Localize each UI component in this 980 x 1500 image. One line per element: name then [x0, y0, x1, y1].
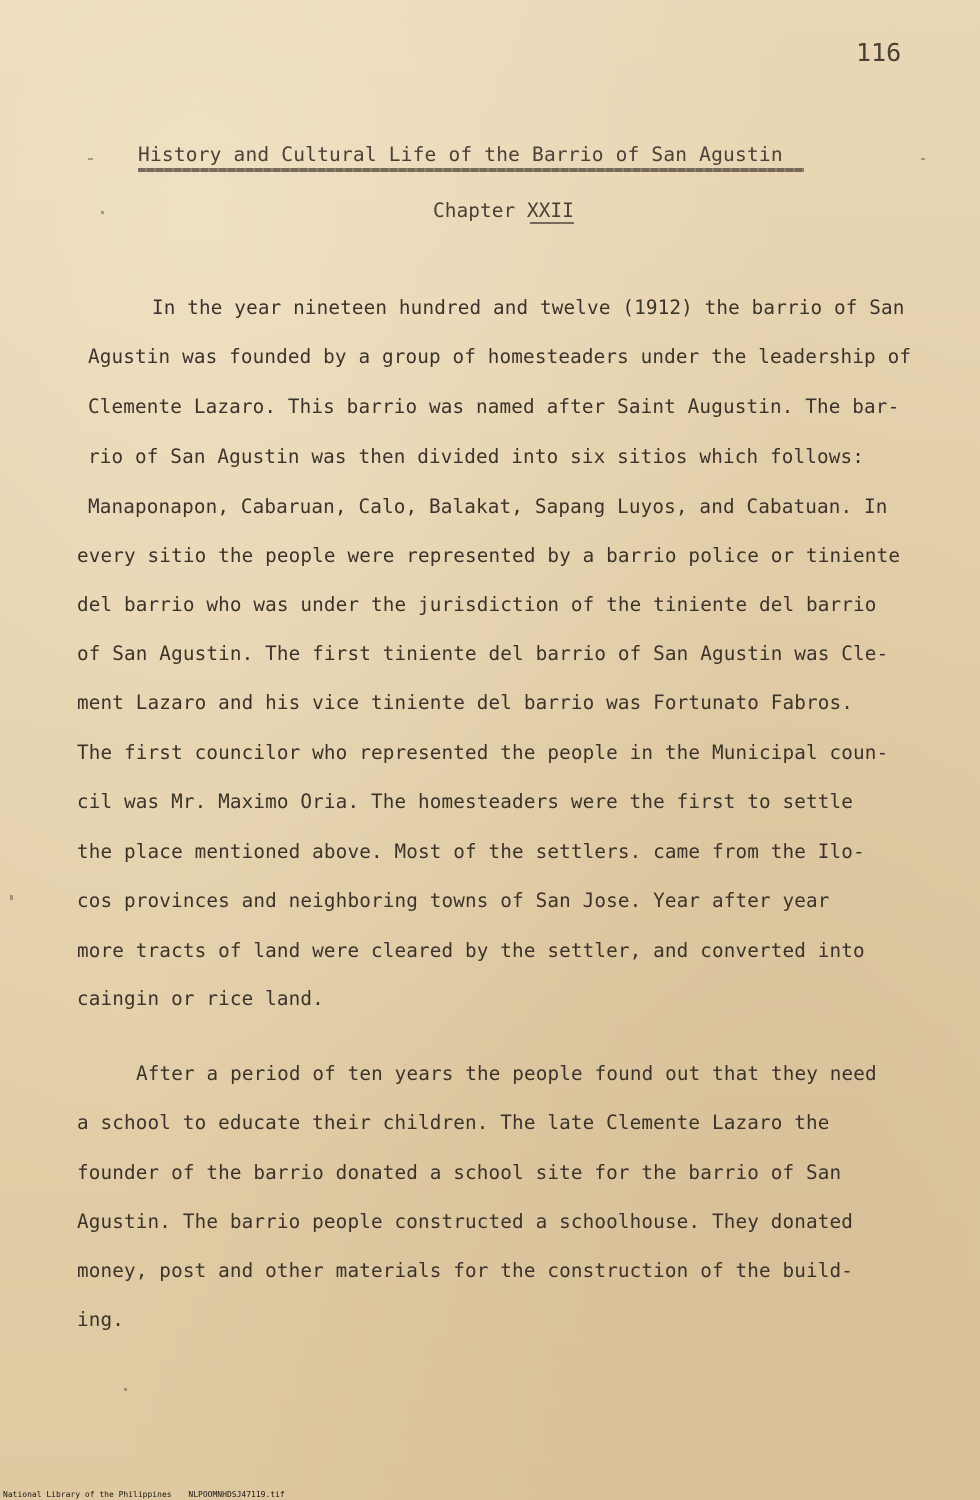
text-line: Agustin. The barrio people constructed a schoolhouse. They donated [77, 1210, 854, 1233]
text-line: The first councilor who represented the people in the Municipal coun- [77, 741, 889, 764]
text-line: caingin or rice land. [77, 987, 324, 1010]
margin-mark [88, 158, 93, 160]
text-line: In the year nineteen hundred and twelve (1912) the barrio of San [152, 296, 905, 319]
text-line: more tracts of land were cleared by the settler, and converted into [77, 939, 865, 962]
text-line: cos provinces and neighboring towns of San Jose. Year after year [77, 889, 830, 912]
text-line: Manaponapon, Cabaruan, Calo, Balakat, Sapang Luyos, and Cabatuan. In [88, 495, 888, 518]
text-line: the place mentioned above. Most of the settlers. came from the Ilo- [77, 840, 865, 863]
margin-mark [10, 895, 13, 900]
text-line: After a period of ten years the people found out that they need [136, 1062, 877, 1085]
text-line: money, post and other materials for the construction of the build- [77, 1259, 854, 1282]
text-line: Clemente Lazaro. This barrio was named after Saint Augustin. The bar- [88, 395, 900, 418]
text-line: Agustin was founded by a group of homesteaders under the leadership of [88, 345, 912, 368]
text-line: del barrio who was under the jurisdiction of the tiniente del barrio [77, 593, 877, 616]
margin-mark [921, 158, 925, 160]
text-line: a school to educate their children. The late Clemente Lazaro the [77, 1111, 830, 1134]
chapter-heading: Chapter XXII [433, 199, 574, 222]
text-line: ing. [77, 1308, 125, 1331]
footer-file-id: NLPOOMNHDSJ47119.tif [188, 1490, 285, 1499]
text-line: every sitio the people were represented by a barrio police or tiniente [77, 544, 901, 567]
page-number: 116 [856, 38, 902, 67]
scan-footer [3, 1490, 285, 1499]
chapter-underline [530, 222, 574, 224]
title-underline [138, 168, 804, 172]
document-title: History and Cultural Life of the Barrio of San Agustin [138, 143, 783, 166]
text-line: rio of San Agustin was then divided into six sitios which follows: [88, 445, 865, 468]
footer-library: National Library of the Philippines [3, 1490, 172, 1499]
text-line: ment Lazaro and his vice tiniente del barrio was Fortunato Fabros. [77, 691, 854, 714]
margin-mark [124, 1388, 127, 1391]
text-line: cil was Mr. Maximo Oria. The homesteaders were the first to settle [77, 790, 854, 813]
text-line: founder of the barrio donated a school site for the barrio of San [77, 1161, 842, 1184]
margin-mark [101, 211, 104, 214]
text-line: of San Agustin. The first tiniente del barrio of San Agustin was Cle- [77, 642, 889, 665]
